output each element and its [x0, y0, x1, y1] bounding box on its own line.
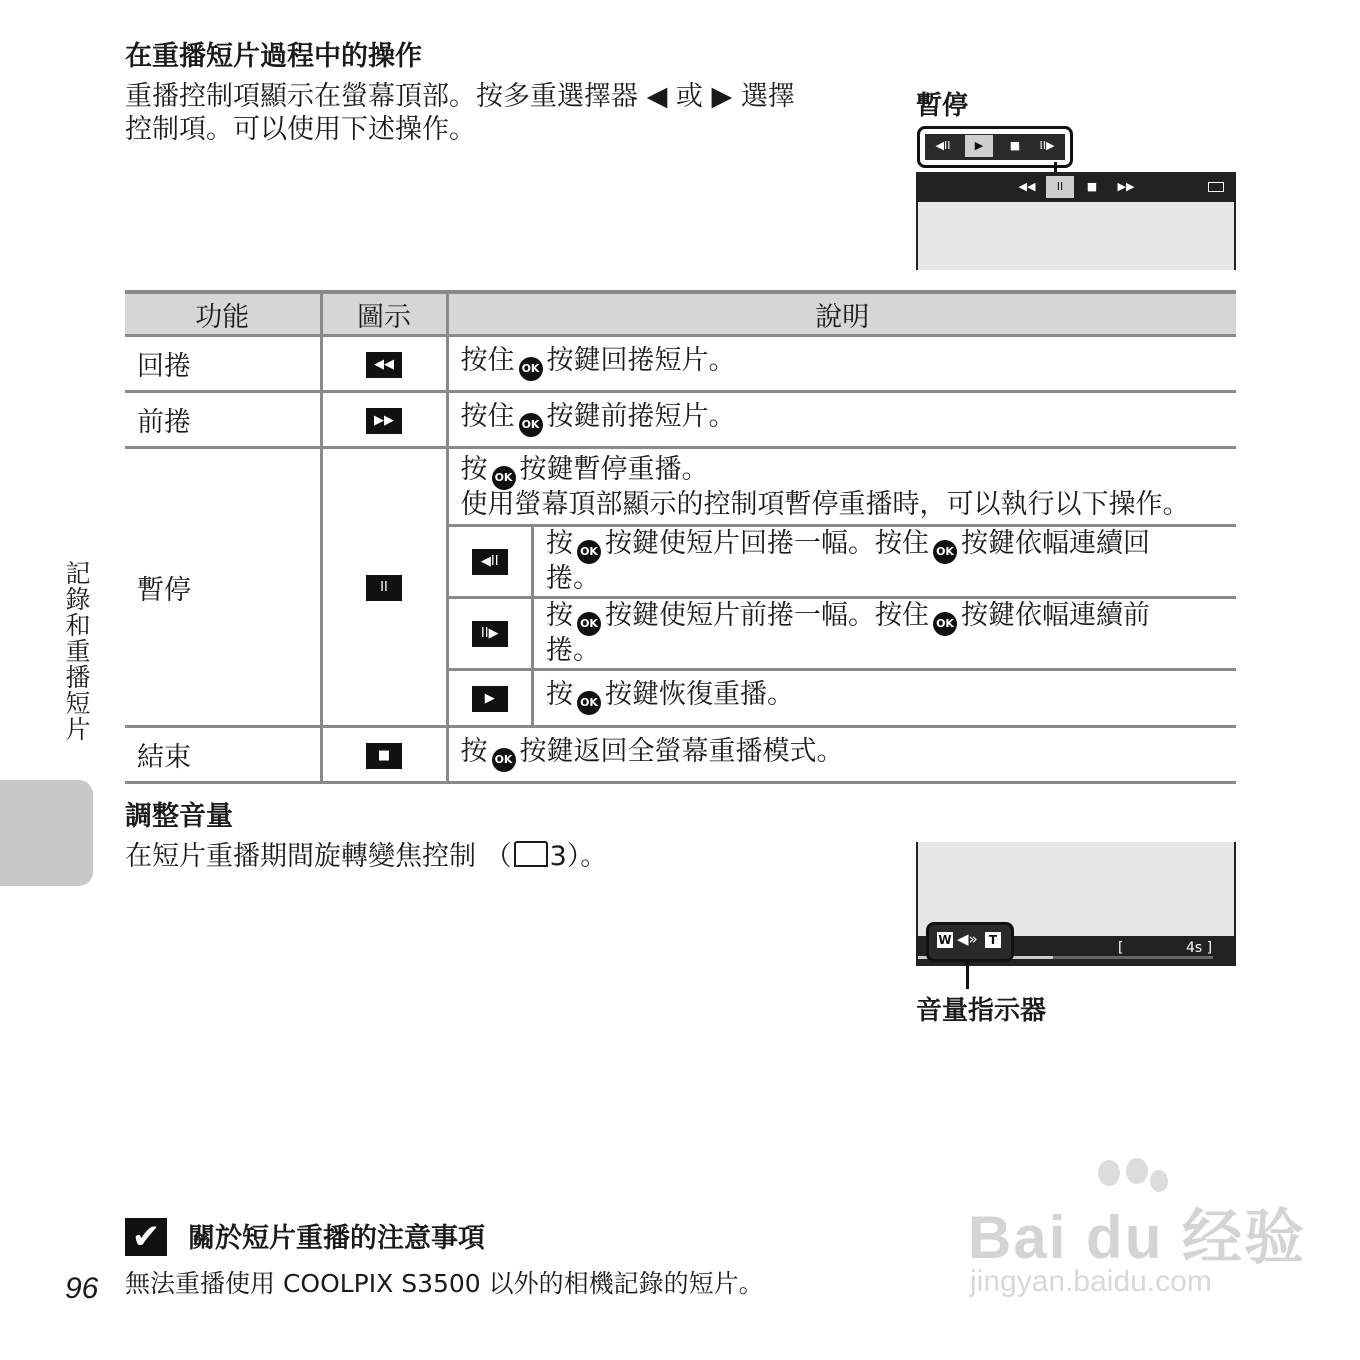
watermark-paw-icon	[1126, 1158, 1148, 1184]
book-reference-icon	[514, 841, 548, 867]
header-icon: 圖示	[321, 292, 447, 336]
paragraph-ref: 3）。	[549, 841, 608, 872]
play-icon: ▶	[472, 686, 508, 712]
desc-text: 按鍵使短片回捲一幅。按住	[605, 527, 929, 559]
time-remaining: 4s ]	[1186, 940, 1213, 956]
watermark-paw-icon	[1150, 1170, 1168, 1192]
chapter-tab	[0, 780, 93, 886]
function-cell: 回捲	[125, 336, 321, 392]
icon-cell	[321, 727, 447, 783]
pause-icon: II	[366, 575, 402, 601]
camera-screen-pause	[916, 172, 1236, 270]
section-title-playback-ops: 在重播短片過程中的操作	[125, 41, 422, 72]
icon-cell	[321, 448, 447, 727]
note-text: 無法重播使用 COOLPIX S3500 以外的相機記錄的短片。	[125, 1269, 764, 1298]
pause-controls-callout	[917, 126, 1073, 168]
header-function: 功能	[125, 292, 321, 336]
table-row	[125, 336, 1236, 392]
speaker-icon: ◀»	[957, 930, 978, 948]
watermark-url: jingyan.baidu.com	[970, 1265, 1212, 1298]
sub-desc-cell	[533, 597, 1237, 669]
figure-label-pause: 暫停	[916, 91, 969, 121]
ok-button-icon: OK	[492, 466, 516, 490]
description-cell	[447, 336, 1236, 392]
icon-cell	[321, 392, 447, 448]
pause-sub-table	[449, 527, 1237, 725]
chapter-side-label: 記錄和重播短片	[62, 560, 91, 742]
desc-text: 按鍵前捲短片。	[546, 401, 736, 432]
note-title: 關於短片重播的注意事項	[188, 1223, 485, 1254]
watermark-brand: Bai du 经验	[968, 1204, 1307, 1271]
section-paragraph	[125, 80, 885, 146]
ok-button-icon: OK	[519, 413, 543, 437]
icon-cell	[321, 336, 447, 392]
sub-icon-cell	[449, 669, 533, 725]
description-cell	[447, 448, 1236, 727]
page-number: 96	[65, 1272, 99, 1305]
watermark-paw-icon	[1098, 1160, 1120, 1186]
desc-text: 按住	[460, 345, 515, 376]
desc-text: 使用螢幕頂部顯示的控制項暫停重播時，可以執行以下操作。	[460, 489, 1190, 520]
header-description: 說明	[447, 292, 1236, 336]
checkmark-icon: ✔	[125, 1218, 167, 1256]
volume-paragraph	[125, 840, 607, 873]
fast-forward-icon: ▶▶	[366, 408, 402, 434]
desc-text: 按住	[460, 401, 515, 432]
progress-track	[1053, 956, 1213, 959]
stop-icon: ■	[1009, 139, 1021, 152]
table-row	[125, 448, 1236, 727]
ok-button-icon: OK	[577, 691, 601, 715]
desc-text: 按	[460, 454, 488, 485]
sub-desc-cell	[533, 669, 1237, 725]
sub-icon-cell	[449, 527, 533, 597]
description-cell	[447, 392, 1236, 448]
ok-button-icon: OK	[933, 540, 957, 564]
fast-forward-icon: ▶▶	[1117, 180, 1135, 193]
battery-icon	[1208, 182, 1224, 192]
play-icon: ▶	[965, 135, 993, 157]
function-cell: 暫停	[125, 448, 321, 727]
control-bar	[918, 172, 1234, 202]
function-cell: 前捲	[125, 392, 321, 448]
ok-button-icon: OK	[519, 357, 543, 381]
frame-forward-icon: II▶	[1039, 139, 1055, 152]
callout-pointer	[966, 959, 969, 989]
rewind-icon: ◀◀	[1018, 180, 1036, 193]
desc-text: 按鍵依幅連續前	[961, 599, 1150, 631]
desc-text: 按	[546, 527, 573, 559]
ok-button-icon: OK	[933, 612, 957, 636]
ok-button-icon: OK	[577, 612, 601, 636]
operations-table	[125, 290, 1236, 784]
desc-text: 按鍵回捲短片。	[546, 345, 736, 376]
ok-button-icon: OK	[492, 748, 516, 772]
paragraph-line-1: 重播控制項顯示在螢幕頂部。按多重選擇器 ◀ 或 ▶ 選擇	[125, 81, 795, 112]
desc-text: 按鍵恢復重播。	[605, 679, 794, 711]
sub-row	[449, 597, 1237, 669]
stop-icon: ■	[366, 743, 402, 769]
desc-text: 捲。	[546, 562, 600, 594]
sub-row	[449, 527, 1237, 597]
description-cell	[447, 727, 1236, 783]
rewind-icon: ◀◀	[366, 352, 402, 378]
section-title-volume: 調整音量	[125, 801, 233, 832]
table-row	[125, 727, 1236, 783]
frame-back-icon: ◀II	[935, 139, 951, 152]
table-header-row	[125, 292, 1236, 336]
sub-row	[449, 669, 1237, 725]
desc-text: 捲。	[546, 634, 600, 666]
zoom-w-icon: W	[938, 933, 952, 947]
desc-text: 按鍵暫停重播。	[519, 454, 709, 485]
volume-indicator-callout	[926, 922, 1014, 962]
ok-button-icon: OK	[577, 540, 601, 564]
table-row	[125, 392, 1236, 448]
pause-desc	[449, 449, 1237, 527]
zoom-t-icon: T	[985, 932, 1001, 948]
function-cell: 結束	[125, 727, 321, 783]
paragraph-text: 在短片重播期間旋轉變焦控制 （	[125, 841, 512, 872]
figure-label-volume: 音量指示器	[916, 996, 1047, 1026]
pause-icon: II	[1046, 176, 1074, 198]
stop-icon: ■	[1086, 180, 1098, 193]
desc-text: 按	[460, 736, 488, 767]
paragraph-line-2: 控制項。可以使用下述操作。	[125, 114, 476, 145]
desc-text: 按鍵依幅連續回	[961, 527, 1150, 559]
desc-text: 按	[546, 599, 573, 631]
time-bracket: [	[1118, 940, 1124, 956]
sub-icon-cell	[449, 597, 533, 669]
sub-desc-cell	[533, 527, 1237, 597]
desc-text: 按	[546, 679, 573, 711]
desc-text: 按鍵使短片前捲一幅。按住	[605, 599, 929, 631]
frame-forward-icon: II▶	[472, 621, 508, 647]
frame-back-icon: ◀II	[472, 549, 508, 575]
desc-text: 按鍵返回全螢幕重播模式。	[519, 736, 844, 767]
